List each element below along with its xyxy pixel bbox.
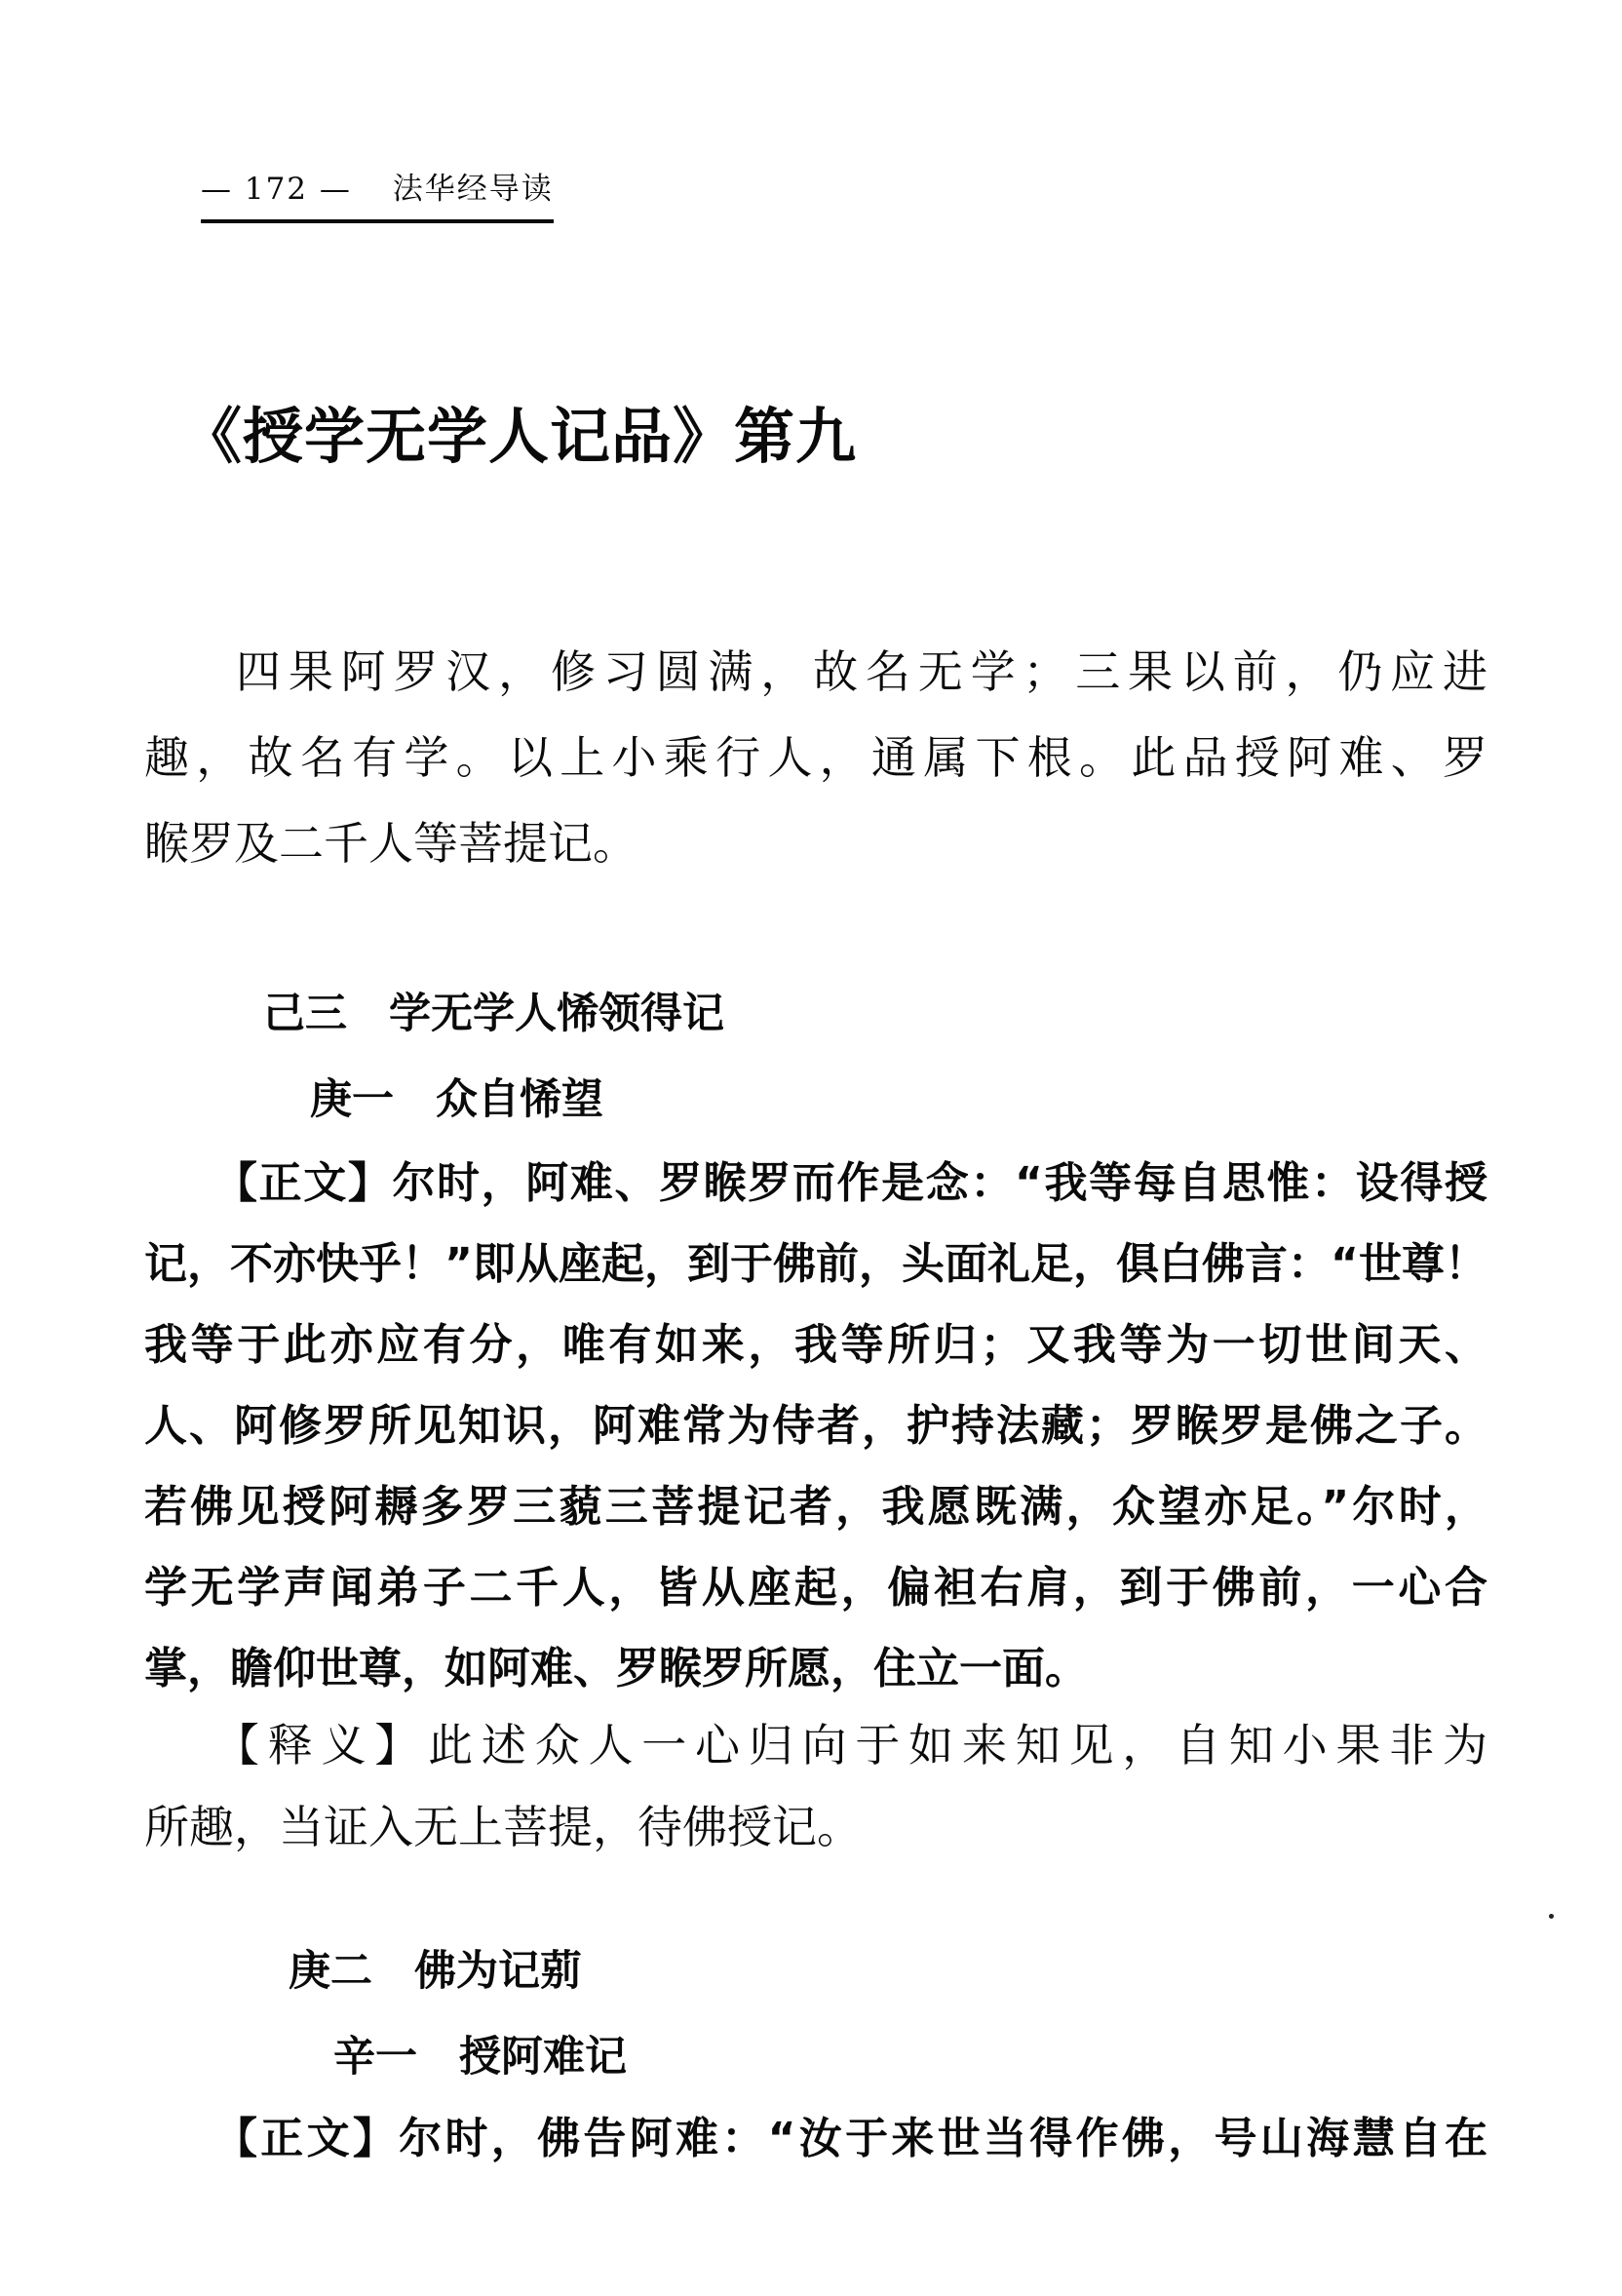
scan-artifact-dot (1549, 1914, 1554, 1919)
zhengwen-paragraph-1 (144, 1143, 1487, 1709)
text-line: 人、阿修罗所见知识，阿难常为侍者，护持法藏；罗睺罗是佛之子。 (144, 1401, 1487, 1451)
text-line: 睺罗及二千人等菩提记。 (144, 817, 637, 870)
outline-heading-geng2: 庚二 佛为记莂 (289, 1947, 582, 1996)
outline-heading-geng1: 庚一 众自悕望 (310, 1075, 603, 1124)
text-line: 【释义】此述众人一心归向于如来知见，自知小果非为 (214, 1719, 1487, 1771)
text-line: 记，不亦快乎！”即从座起，到于佛前，头面礼足，俱白佛言：“世尊！ (144, 1239, 1487, 1289)
text-line: 【正文】尔时，佛告阿难：“汝于来世当得作佛，号山海慧自在 (214, 2114, 1487, 2163)
page-header-rule (201, 164, 554, 223)
text-line: 若佛见授阿耨多罗三藐三菩提记者，我愿既满，众望亦足。”尔时， (144, 1482, 1487, 1532)
zhengwen-paragraph-2 (144, 2098, 1487, 2179)
text-line: 学无学声闻弟子二千人，皆从座起，偏袒右肩，到于佛前，一心合 (144, 1563, 1487, 1613)
intro-paragraph (144, 629, 1487, 886)
outline-heading-xin1: 辛一 授阿难记 (333, 2033, 627, 2082)
text-line: 所趣，当证入无上菩提，待佛授记。 (144, 1801, 862, 1853)
text-line: 我等于此亦应有分，唯有如来，我等所归；又我等为一切世间天、 (144, 1320, 1487, 1370)
text-line: 趣，故名有学。以上小乘行人，通属下根。此品授阿难、罗 (144, 731, 1487, 784)
chapter-title: 《授学无学人记品》第九 (181, 401, 858, 472)
outline-heading-ji3: 己三 学无学人悕领得记 (263, 990, 724, 1038)
page-header (201, 164, 554, 223)
text-line: 掌，瞻仰世尊，如阿难、罗睺罗所愿，住立一面。 (144, 1644, 1088, 1693)
page-number: — 172 — (201, 172, 352, 207)
text-line: 四果阿罗汉，修习圆满，故名无学；三果以前，仍应进 (236, 645, 1487, 698)
text-line: 【正文】尔时，阿难、罗睺罗而作是念：“我等每自思惟：设得授 (214, 1158, 1487, 1208)
shiyi-paragraph (144, 1704, 1487, 1868)
book-title: 法华经导读 (392, 172, 554, 207)
